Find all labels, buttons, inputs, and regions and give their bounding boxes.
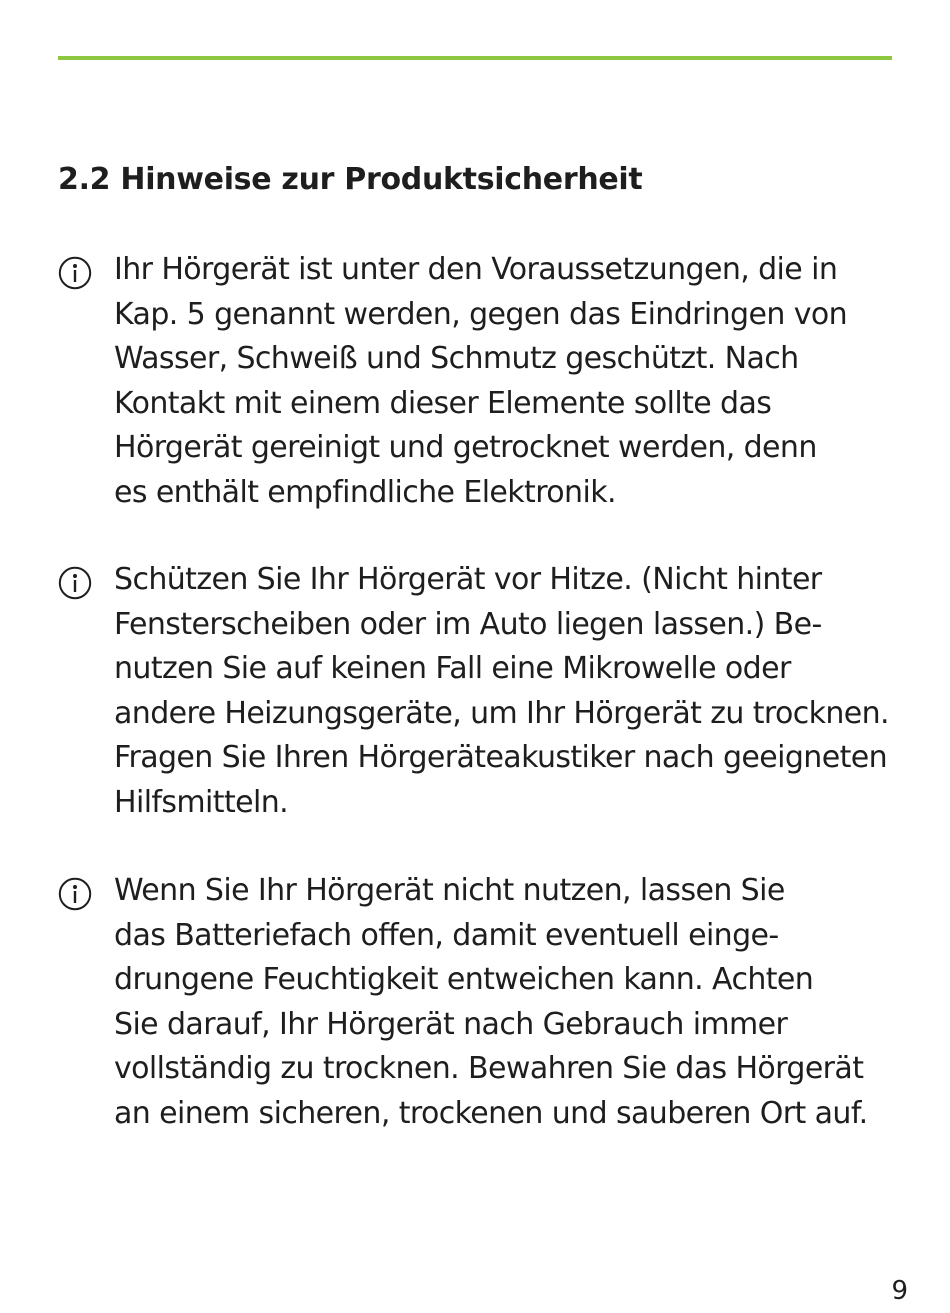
note-line: vollständig zu trocknen. Bewahren Sie das Hörgerät <box>114 1051 864 1086</box>
note-line: Hörgerät gereinigt und getrocknet werden, denn <box>114 430 817 465</box>
section-heading: 2.2 Hinweise zur Produktsicherheit <box>58 162 643 197</box>
note-text <box>114 248 847 515</box>
note-line: das Batteriefach offen, damit eventuell einge- <box>114 917 779 953</box>
note-line: Schützen Sie Ihr Hörgerät vor Hitze. (Nicht hinter <box>114 562 822 597</box>
info-icon <box>58 256 92 290</box>
note-line: Hilfsmitteln. <box>114 784 289 820</box>
note-line: Kap. 5 genannt werden, gegen das Eindringen von <box>114 296 848 332</box>
note-line: an einem sicheren, trockenen und sauberen Ort auf. <box>114 1095 868 1131</box>
note-text <box>114 558 889 825</box>
info-icon <box>58 566 92 600</box>
note-line: Kontakt mit einem dieser Elemente sollte das <box>114 385 772 421</box>
note-text <box>114 869 868 1136</box>
note-line: Ihr Hörgerät ist unter den Voraussetzungen, die in <box>114 252 838 287</box>
note-line: es enthält empfindliche Elektronik. <box>114 474 616 510</box>
note-line: nutzen Sie auf keinen Fall eine Mikrowelle oder <box>114 651 791 686</box>
page-number: 9 <box>891 1276 908 1306</box>
note-line: andere Heizungsgeräte, um Ihr Hörgerät zu trocknen. <box>114 695 889 731</box>
note-line: Wenn Sie Ihr Hörgerät nicht nutzen, lassen Sie <box>114 873 785 908</box>
info-icon <box>58 877 92 911</box>
top-divider <box>58 56 892 60</box>
note-line: Wasser, Schweiß und Schmutz geschützt. Nach <box>114 341 799 376</box>
note-line: Fensterscheiben oder im Auto liegen lassen.) Be- <box>114 606 822 642</box>
note-line: Sie darauf, Ihr Hörgerät nach Gebrauch immer <box>114 1006 788 1042</box>
note-line: drungene Feuchtigkeit entweichen kann. Achten <box>114 962 814 997</box>
note-line: Fragen Sie Ihren Hörgeräteakustiker nach geeigneten <box>114 740 887 775</box>
